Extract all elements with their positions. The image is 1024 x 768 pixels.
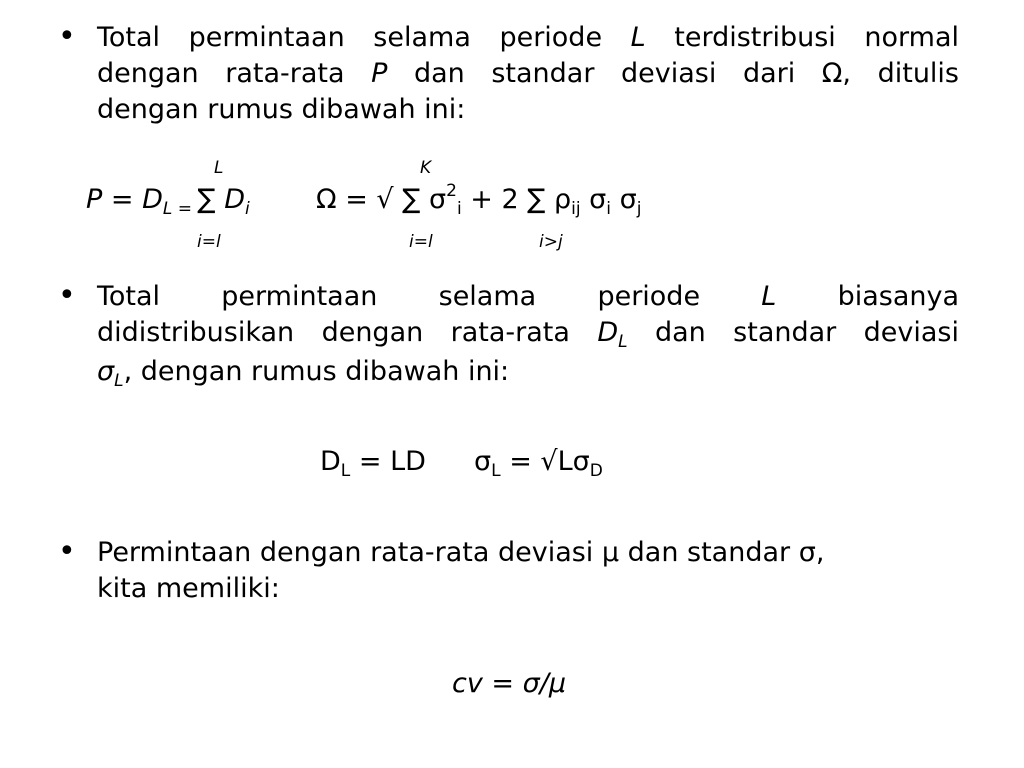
- paragraph-2-line-3: $\sigma_L$, dengan rumus dibawah ini:: [97, 356, 510, 391]
- paragraph-2-line-2: didistribusikan dengan rata-rata $D_L$ dan standar deviasi: [97, 317, 959, 352]
- formula-2-upper-limit: K: [420, 158, 432, 178]
- bullet-3: •: [58, 534, 76, 569]
- formula-1: $P = D_L$ $_=$ ∑ $D_i$: [86, 184, 250, 219]
- formula-2-lower-limit-1: i=l: [409, 232, 433, 252]
- formula-3-sigma: $\sigma_L = √L\sigma_D$: [474, 446, 603, 481]
- formula-2: Ω = √ ∑ $\sigma^2_i + 2$ ∑ $\rho_{ij}$ $\sigma_i$ $\sigma_j$: [316, 181, 642, 219]
- formula-1-lower-limit: i=l: [197, 232, 221, 252]
- paragraph-3-line-2: kita memiliki:: [97, 573, 280, 604]
- paragraph-1-line-1: Total permintaan selama periode L terdistribusi normal: [97, 22, 959, 53]
- formula-1-upper-limit: L: [214, 158, 224, 178]
- bullet-2: •: [58, 278, 76, 313]
- formula-4: cv = σ/μ: [452, 668, 566, 699]
- paragraph-2: [97, 279, 959, 393]
- bullet-1: •: [58, 19, 76, 54]
- paragraph-1-line-3: dengan rumus dibawah ini:: [97, 94, 466, 125]
- paragraph-3: [97, 535, 959, 607]
- formula-3-dl: $D_L$ = LD: [320, 446, 426, 481]
- formula-2-lower-limit-2: i>j: [539, 232, 563, 252]
- paragraph-1-line-2: dengan rata-rata P dan standar deviasi dari Ω, ditulis: [97, 58, 959, 89]
- paragraph-1: [97, 20, 959, 128]
- paragraph-2-line-1: Total permintaan selama periode L biasanya: [97, 281, 960, 312]
- paragraph-3-line-1: Permintaan dengan rata-rata deviasi μ dan standar σ,: [97, 537, 825, 568]
